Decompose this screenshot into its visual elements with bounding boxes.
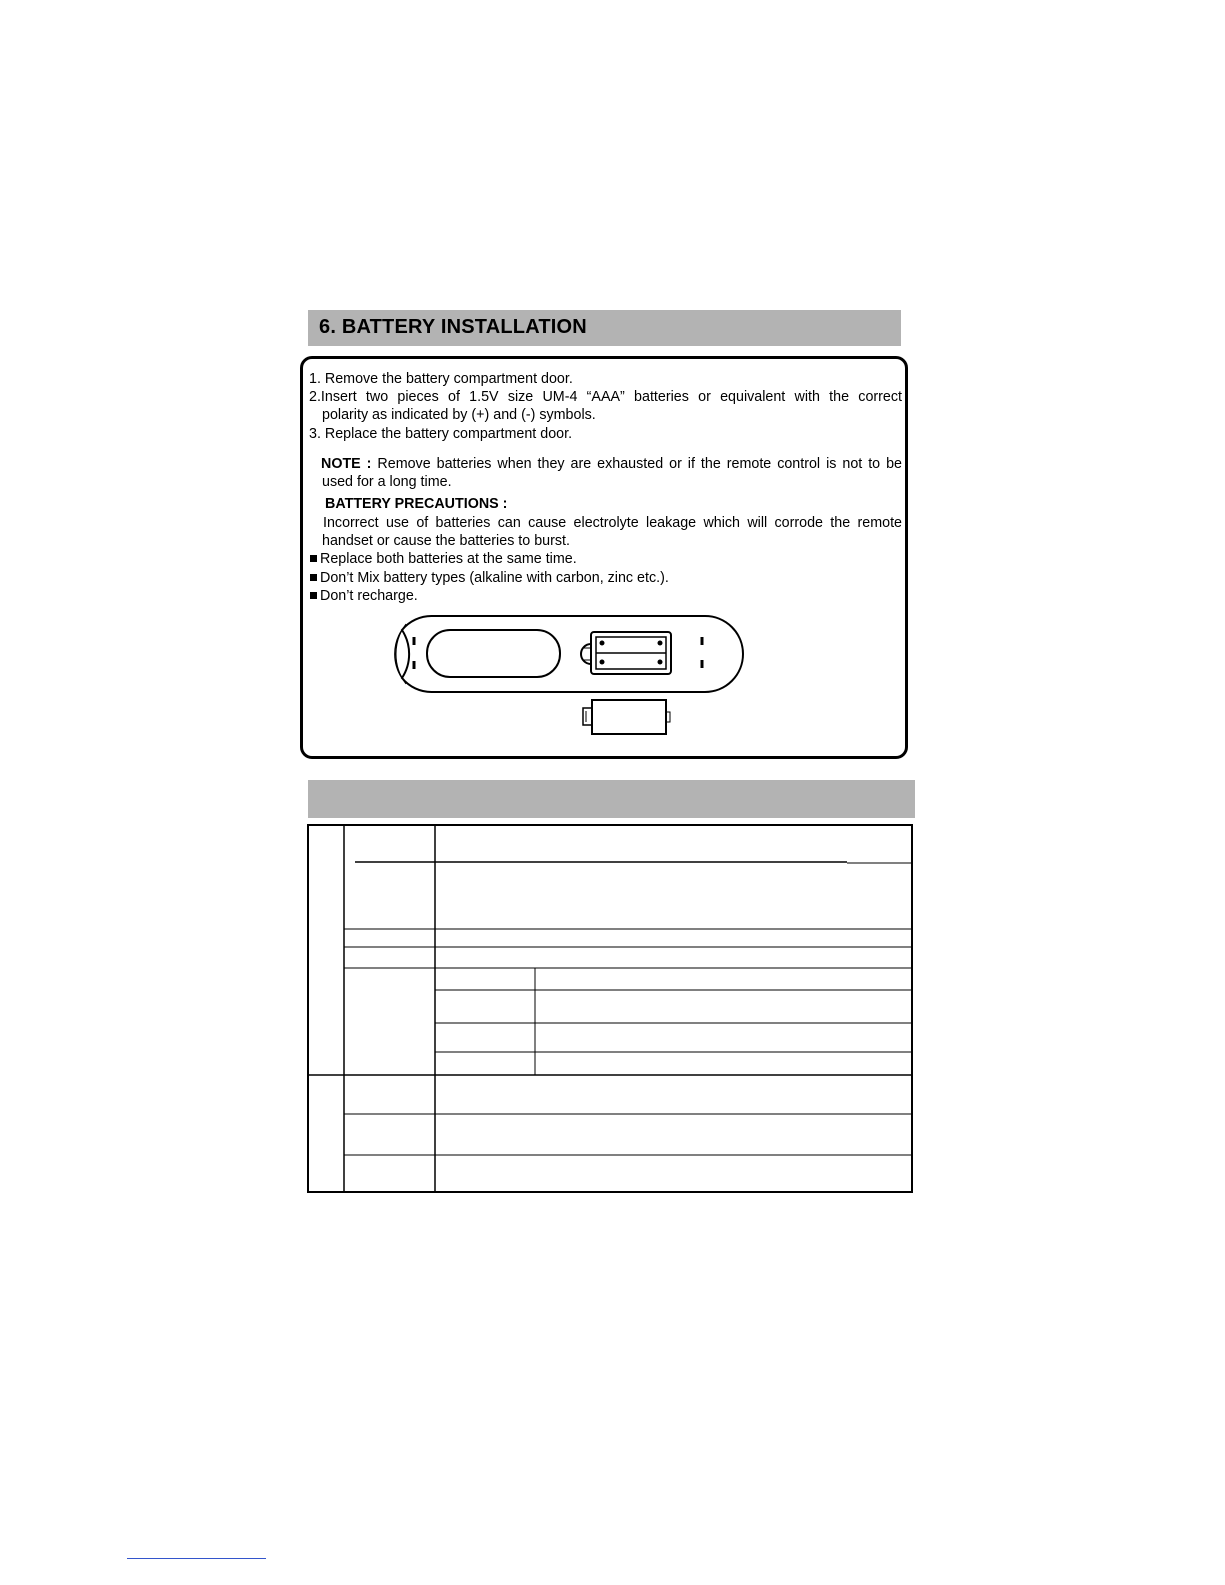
remote-battery-compartment-illustration <box>380 612 760 742</box>
square-bullet-icon <box>310 555 317 562</box>
step-1: 1. Remove the battery compartment door. <box>309 371 573 387</box>
note-label: NOTE : <box>321 456 372 472</box>
precautions-heading: BATTERY PRECAUTIONS : <box>325 496 508 512</box>
bullet-text: Don’t recharge. <box>320 588 418 604</box>
footer-link-underline <box>127 1558 266 1559</box>
bullet-text: Don’t Mix battery types (alkaline with carbon, zinc etc.). <box>320 570 669 586</box>
note-line-1 <box>321 455 902 473</box>
note-line-2: used for a long time. <box>322 474 452 490</box>
step-2-line-2: polarity as indicated by (+) and (-) symbols. <box>322 407 596 423</box>
step-3: 3. Replace the battery compartment door. <box>309 426 573 442</box>
note-text: Remove batteries when they are exhausted or if the remote control is not to be <box>377 456 902 472</box>
precaution-bullet <box>310 550 577 568</box>
section-title: 6. BATTERY INSTALLATION <box>319 316 587 338</box>
precautions-intro-line-2: handset or cause the batteries to burst. <box>322 533 570 549</box>
square-bullet-icon <box>310 592 317 599</box>
step-2-line-1: 2.Insert two pieces of 1.5V size UM-4 “AAA” batteries or equivalent with the correct <box>309 389 902 405</box>
bullet-text: Replace both batteries at the same time. <box>320 551 577 567</box>
precaution-bullet <box>310 569 669 587</box>
precautions-intro-line-1: Incorrect use of batteries can cause electrolyte leakage which will corrode the remote <box>323 515 902 531</box>
precaution-bullet <box>310 587 418 605</box>
specification-table <box>307 824 913 1193</box>
square-bullet-icon <box>310 574 317 581</box>
section-header <box>308 310 901 346</box>
section-header-2 <box>308 780 915 818</box>
